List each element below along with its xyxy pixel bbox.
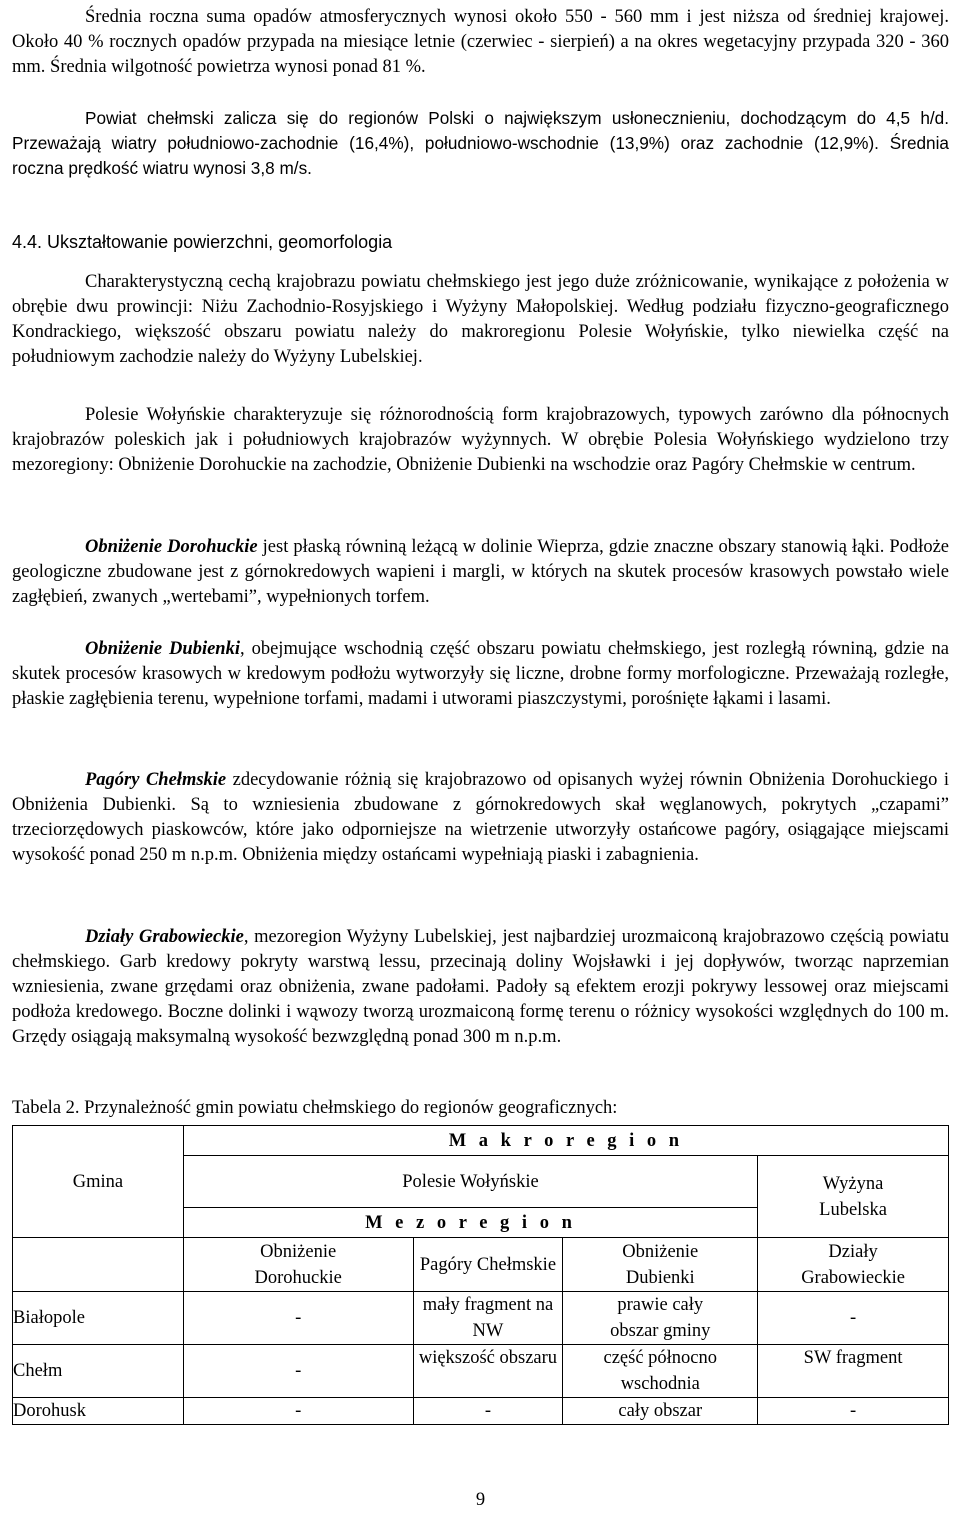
- paragraph-dubienki: [12, 637, 949, 712]
- paragraph-pagory-text: zdecydowanie różnią się krajobrazowo od opisanych wyżej równin Obniżenia Dorohuckiego i Obniżenia Dubienki. Są to wzniesienia zbudowane z górnokredowych skał węglanowych, pokrytych „czapami” trzeciorzędowych piaskowców, które jako odporniejsze na wietrzenie utworzyły ostańcowe pagóry, osiągające miejscami wysokość ponad 250 m n.p.m. Obniżenia między ostańcami wypełniają piaski i zabagnienia.: [12, 770, 949, 865]
- cell-gmina: Białopole: [13, 1292, 184, 1345]
- term-dubienki: Obniżenie Dubienki: [85, 639, 240, 659]
- header-gmina: Gmina: [13, 1126, 184, 1238]
- paragraph-dzialy: [12, 925, 949, 1050]
- cell-dorohuckie: -: [183, 1292, 413, 1345]
- paragraph-dorohuckie-text: jest płaską równiną leżącą w dolinie Wieprza, gdzie znaczne obszary stanowią łąki. Podłoże geologiczne zbudowane jest z górnokredowych wapieni i margli, w których na skutek procesów krasowych powstało wiele zagłębień, zwanych „wertebami”, wypełnionych torfem.: [12, 537, 949, 607]
- cell-dubienki: cały obszar: [563, 1398, 758, 1425]
- paragraph-dzialy-text: , mezoregion Wyżyny Lubelskiej, jest najbardziej urozmaiconą krajobrazowo częścią powiatu chełmskiego. Garb kredowy pokryty warstwą lessu, przecinają doliny Wojsławki i jej dopływów, tworząc naprzemian wzniesienia, zwane grzędami oraz obniżenia, zwane padołami. Padoły są efektem erozji pokrywy lessowej oraz miejscami podłoża kredowego. Boczne dolinki i wąwozy tworzą urozmaiconą formę terenu o różnicy wysokości względnych do 100 m. Grzędy osiągają maksymalną wysokość bezwzględną ponad 300 m n.p.m.: [12, 927, 949, 1047]
- term-pagory: Pagóry Chełmskie: [85, 770, 227, 790]
- header-wyzyna-line2: Lubelska: [819, 1199, 887, 1220]
- page-number: 9: [475, 1490, 486, 1510]
- paragraph-polesie: Polesie Wołyńskie charakteryzuje się różnorodnością form krajobrazowych, typowych zarówno dla północnych krajobrazów poleskich jak i południowych krajobrazów wyżynnych. W obrębie Polesia Wołyńskiego wydzielono trzy mezoregiony: Obniżenie Dorohuckie na zachodzie, Obniżenie Dubienki na wschodzie oraz Pagóry Chełmskie w centrum.: [12, 405, 949, 475]
- cell-dubienki-line1: prawie cały: [617, 1295, 704, 1315]
- cell-dubienki: [563, 1292, 758, 1345]
- cell-pagory: -: [413, 1398, 563, 1425]
- term-dorohuckie: Obniżenie Dorohuckie: [85, 537, 258, 557]
- cell-dzialy: SW fragment: [758, 1345, 949, 1398]
- cell-dzialy: -: [758, 1292, 949, 1345]
- header-dorohuckie: [183, 1238, 413, 1292]
- header-dzialy: [758, 1238, 949, 1292]
- table-caption: Tabela 2. Przynależność gmin powiatu chełmskiego do regionów geograficznych:: [12, 1098, 618, 1118]
- cell-dubienki: [563, 1345, 758, 1398]
- climate-sunshine-paragraph: Powiat chełmski zalicza się do regionów Polski o największym usłonecznieniu, dochodzącym do 4,5 h/d. Przeważają wiatry południowo-zachodnie (16,4%), południowo-wschodnie (13,9%) oraz zachodnie (12,9%). Średnia roczna prędkość wiatru wynosi 3,8 m/s.: [12, 108, 949, 178]
- term-dzialy: Działy Grabowieckie: [85, 927, 244, 947]
- cell-dubienki-line1: część północno: [603, 1348, 718, 1368]
- cell-pagory-line1: mały fragment na: [422, 1295, 554, 1315]
- cell-pagory: większość obszaru: [413, 1345, 563, 1398]
- header-dzialy-line2: Grabowieckie: [801, 1267, 905, 1288]
- cell-pagory: [413, 1292, 563, 1345]
- header-dorohuckie-line1: Obniżenie: [260, 1241, 337, 1262]
- cell-dubienki-line2: obszar gminy: [610, 1321, 711, 1341]
- section-heading: 4.4. Ukształtowanie powierzchni, geomorfologia: [12, 232, 393, 252]
- climate-precipitation-paragraph: Średnia roczna suma opadów atmosferycznych wynosi około 550 - 560 mm i jest niższa od średniej krajowej. Około 40 % rocznych opadów przypada na miesiące letnie (czerwiec - sierpień) a na okres wegetacyjny przypada 320 - 360 mm. Średnia wilgotność powietrza wynosi ponad 81 %.: [12, 7, 949, 77]
- header-wyzyna: [758, 1156, 949, 1238]
- cell-dorohuckie: -: [183, 1345, 413, 1398]
- header-gmina-spacer: [13, 1238, 184, 1292]
- header-dubienki: [563, 1238, 758, 1292]
- header-dorohuckie-line2: Dorohuckie: [254, 1267, 342, 1288]
- header-wyzyna-line1: Wyżyna: [822, 1173, 884, 1194]
- header-polesie: Polesie Wołyńskie: [183, 1156, 757, 1208]
- cell-dorohuckie: -: [183, 1398, 413, 1425]
- cell-dzialy: -: [758, 1398, 949, 1425]
- header-makroregion: M a k r o r e g i o n: [183, 1126, 948, 1156]
- paragraph-dorohuckie: [12, 535, 949, 610]
- header-pagory: Pagóry Chełmskie: [413, 1238, 563, 1292]
- header-mezoregion: M e z o r e g i o n: [183, 1208, 757, 1238]
- table-row: [13, 1292, 949, 1345]
- cell-gmina: Dorohusk: [13, 1398, 184, 1425]
- cell-dubienki-line2: wschodnia: [620, 1374, 700, 1394]
- header-dzialy-line1: Działy: [828, 1241, 878, 1262]
- table-row: [13, 1345, 949, 1398]
- cell-gmina: Chełm: [13, 1345, 184, 1398]
- paragraph-pagory: [12, 768, 949, 868]
- paragraph-dubienki-text: , obejmujące wschodnią część obszaru powiatu chełmskiego, jest rozległą równiną, gdzie na skutek procesów krasowych w kredowym podłożu wytworzyły się liczne, drobne formy morfologiczne. Przeważają rozległe, płaskie zagłębienia terenu, wypełnione torfami, madami i utworami piaszczystymi, porośnięte łąkami i lasami.: [12, 639, 949, 709]
- header-dubienki-line1: Obniżenie: [622, 1241, 699, 1262]
- table-row: [13, 1398, 949, 1425]
- header-dubienki-line2: Dubienki: [625, 1267, 695, 1288]
- regions-table: [12, 1125, 949, 1425]
- paragraph-landscape: Charakterystyczną cechą krajobrazu powiatu chełmskiego jest jego duże zróżnicowanie, wynikające z położenia w obrębie dwu prowincji: Niżu Zachodnio-Rosyjskiego i Wyżyny Małopolskiej. Według podziału fizyczno-geograficznego Kondrackiego, większość obszaru powiatu należy do makroregionu Polesie Wołyńskie, tylko niewielka część na południowym zachodzie należy do Wyżyny Lubelskiej.: [12, 272, 949, 367]
- cell-pagory-line2: NW: [472, 1321, 504, 1341]
